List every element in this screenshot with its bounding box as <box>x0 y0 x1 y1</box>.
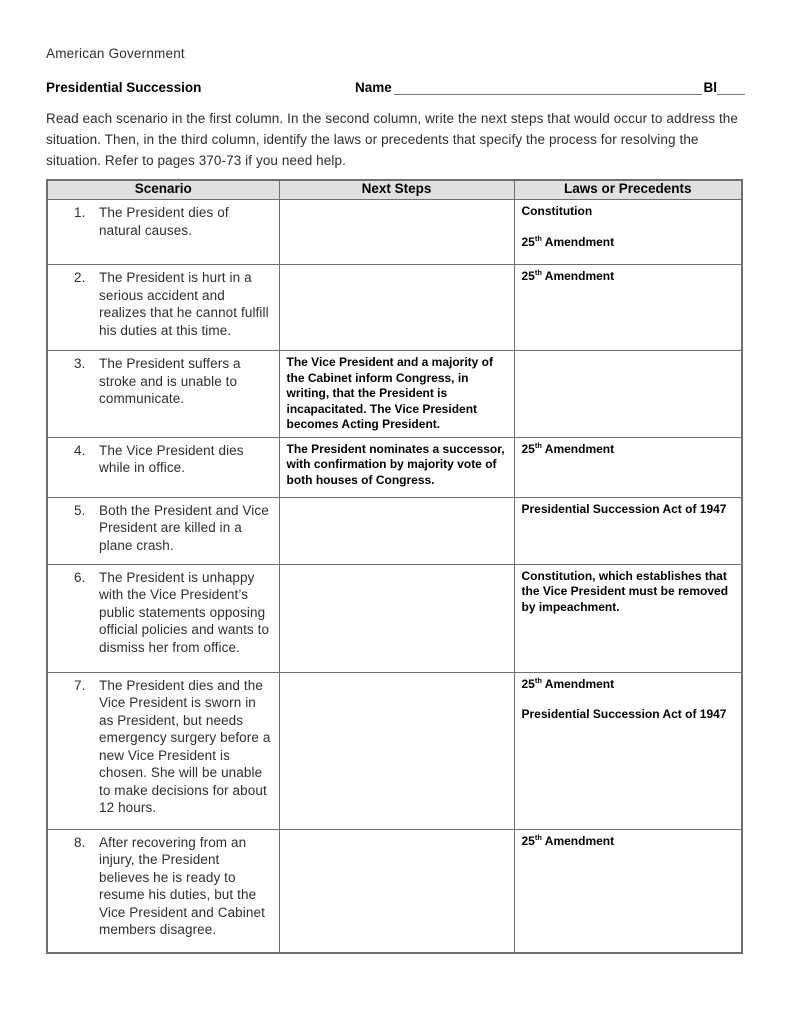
law-text: 25th Amendment <box>521 268 615 283</box>
column-header-0: Scenario <box>47 180 279 200</box>
course-title: American Government <box>46 46 185 61</box>
law-text: 25th Amendment <box>521 832 615 848</box>
block-blank-line <box>717 91 745 95</box>
scenario-cell <box>47 265 279 351</box>
table-row <box>47 200 742 265</box>
law-text: Presidential Succession Act of 1947 <box>521 501 727 516</box>
scenario-item <box>48 673 279 821</box>
header-row <box>47 180 742 200</box>
table-row <box>47 265 742 351</box>
column-header-2: Laws or Precedents <box>514 180 742 200</box>
next-steps-cell <box>279 437 514 497</box>
table-row <box>47 564 742 672</box>
laws-cell <box>514 200 742 265</box>
instructions-paragraph: Read each scenario in the first column. In the second column, write the next steps that would occur to address the situation. Then, in the third column, identify the laws or precedents that specify the process for resolving the situation. Refer to pages 370-73 if you need help. <box>46 111 739 168</box>
laws-cell <box>514 351 742 438</box>
scenario-number: 4. <box>74 442 86 458</box>
scenario-number: 2. <box>74 270 86 285</box>
table-head <box>47 180 742 200</box>
column-header-1: Next Steps <box>279 180 514 200</box>
scenario-text: The President dies and the Vice President is sworn in as President, but needs emergency surgery before a new Vice President is chosen. She will be unable to make decisions for about 12 hours. <box>99 677 271 815</box>
scenario-number: 5. <box>74 502 86 518</box>
scenario-cell <box>47 497 279 564</box>
scenario-text: Both the President and Vice President are killed in a plane crash. <box>99 502 269 553</box>
scenario-text: The President dies of natural causes. <box>99 205 229 238</box>
next-steps-text: The Vice President and a majority of the Cabinet inform Congress, in writing, that the President is incapacitated. The Vice President becomes Acting President. <box>286 355 494 431</box>
next-steps-cell <box>279 564 514 672</box>
laws-cell <box>514 437 742 497</box>
table-row <box>47 351 742 438</box>
scenario-cell <box>47 200 279 265</box>
laws-cell <box>514 497 742 564</box>
scenario-cell <box>47 351 279 438</box>
scenario-item <box>48 565 279 661</box>
next-steps-cell <box>279 672 514 829</box>
scenario-number: 1. <box>74 205 86 220</box>
law-text: Constitution <box>521 204 593 218</box>
scenario-item <box>48 830 279 943</box>
scenario-cell <box>47 829 279 953</box>
scenario-cell <box>47 564 279 672</box>
table-row <box>47 829 742 953</box>
table-row <box>47 672 742 829</box>
law-text: 25th Amendment <box>521 675 615 691</box>
law-text: Presidential Succession Act of 1947 <box>521 707 727 721</box>
next-steps-cell <box>279 265 514 351</box>
next-steps-text: The President nominates a successor, with confirmation by majority vote of both houses of Congress. <box>286 441 505 487</box>
next-steps-cell <box>279 829 514 953</box>
scenario-text: The President is unhappy with the Vice President’s public statements opposing official policies and wants to dismiss her from office. <box>99 569 270 655</box>
laws-cell <box>514 564 742 672</box>
scenario-text: The President is hurt in a serious accident and realizes that he cannot fulfill his duties at this time. <box>99 270 269 338</box>
scenario-text: The President suffers a stroke and is unable to communicate. <box>99 356 241 406</box>
worksheet-title: Presidential Succession <box>46 80 202 95</box>
scenario-text: After recovering from an injury, the President believes he is ready to resume his duties, but the Vice President and Cabinet members disagree. <box>99 834 265 937</box>
next-steps-cell <box>279 200 514 265</box>
scenario-text: The Vice President dies while in office. <box>99 442 244 475</box>
scenario-cell <box>47 437 279 497</box>
scenario-item <box>48 351 279 412</box>
laws-cell <box>514 265 742 351</box>
law-text: Constitution, which establishes that the Vice President must be removed by impeachment. <box>521 568 729 614</box>
title-row <box>46 80 745 95</box>
laws-cell <box>514 672 742 829</box>
block-label: Bl <box>703 80 717 95</box>
name-label: Name <box>355 80 392 95</box>
scenario-item <box>48 265 279 343</box>
table-body <box>47 200 742 954</box>
law-text: 25th Amendment <box>521 440 615 456</box>
laws-cell <box>514 829 742 953</box>
scenario-item <box>48 200 279 243</box>
law-text: 25th Amendment <box>521 233 615 249</box>
table-row <box>47 437 742 497</box>
next-steps-cell <box>279 351 514 438</box>
scenario-number: 6. <box>74 569 86 585</box>
scenario-number: 7. <box>74 677 86 693</box>
table-row <box>47 497 742 564</box>
next-steps-cell <box>279 497 514 564</box>
scenario-table <box>46 179 743 954</box>
scenario-number: 8. <box>74 834 86 850</box>
name-blank-line <box>394 91 702 95</box>
scenario-number: 3. <box>74 356 86 371</box>
scenario-item <box>48 498 279 559</box>
scenario-item <box>48 438 279 481</box>
scenario-cell <box>47 672 279 829</box>
